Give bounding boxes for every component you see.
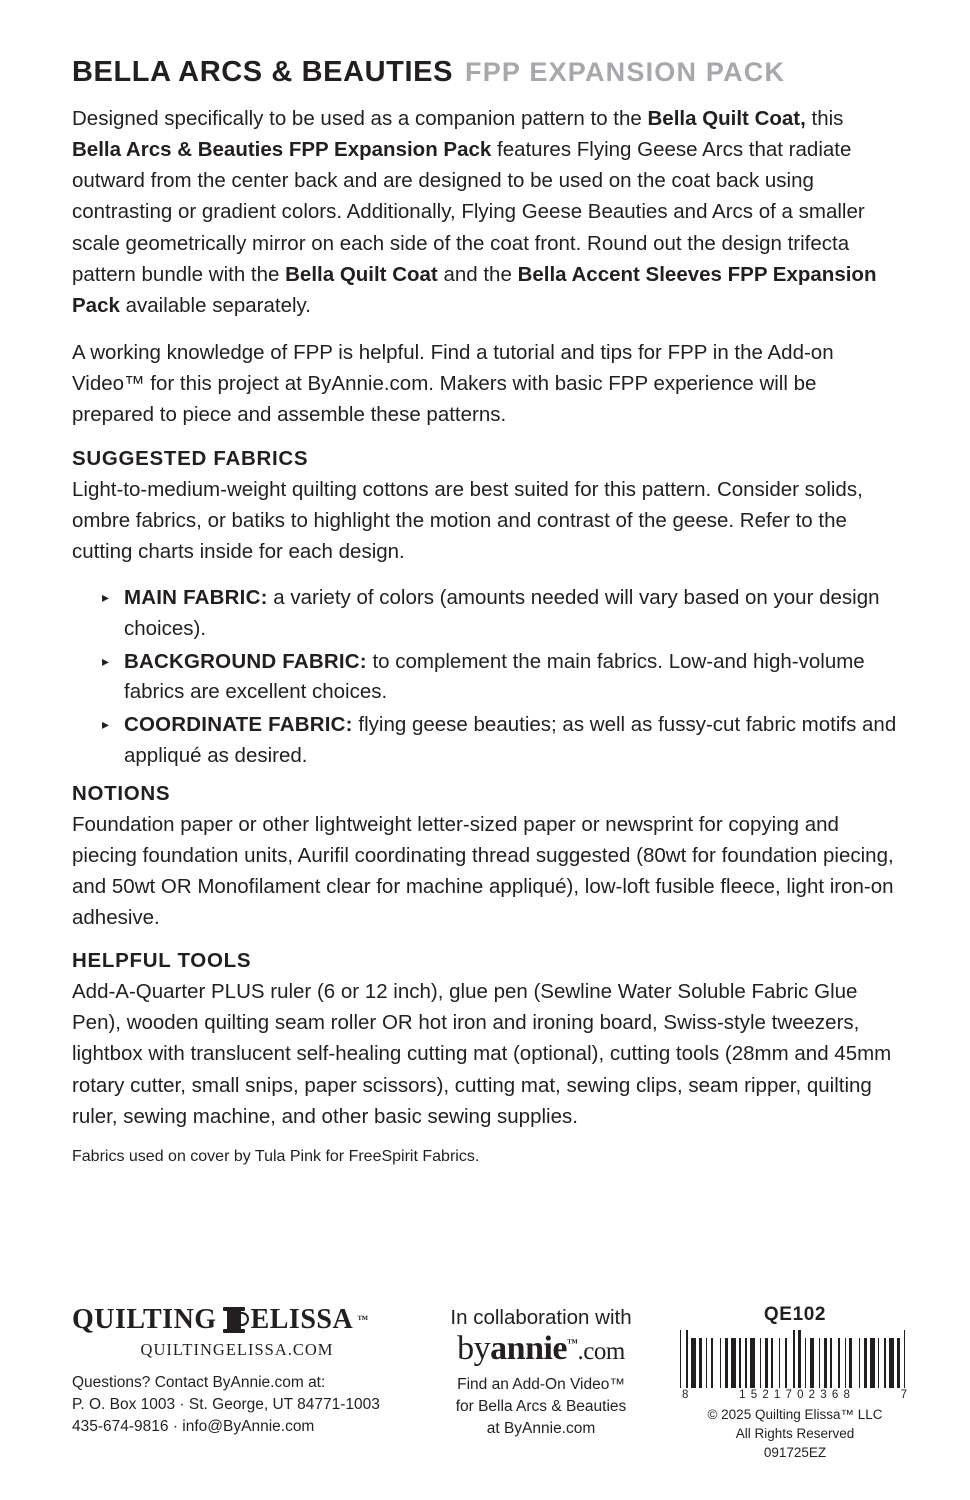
quilting-elissa-logo [72, 1304, 402, 1336]
intro-bold-3: Bella Quilt Coat [285, 262, 438, 286]
page-title-sub: FPP EXPANSION PACK [465, 57, 786, 87]
contact-line: P. O. Box 1003 · St. George, UT 84771-1003 [72, 1395, 380, 1413]
list-item [102, 583, 898, 645]
intro-text-3: features Flying Geese Arcs that radiate outward from the center back and are designed to be used on the coat back using contrasting or gradient colors. Additionally, Flying Geese Beauties and Arcs of a smaller scale geometrically mirror on each side of the coat front. Round out the design trifecta pattern bundle with the [72, 138, 865, 286]
copyright-block [680, 1405, 910, 1462]
fpp-knowledge-paragraph: A working knowledge of FPP is helpful. Find a tutorial and tips for FPP in the Add-on Video™ for this project at ByAnnie.com. Makers with basic FPP experience will be prepared to piece and assemble these patterns. [72, 341, 834, 427]
collaboration-line: for Bella Arcs & Beauties [455, 1398, 627, 1415]
barcode-main-digits: 1 5 2 1 7 0 2 3 6 8 [739, 1388, 851, 1401]
list-item-text: a variety of colors (amounts needed will vary based on your design choices). [124, 586, 880, 640]
intro-text-1: Designed specifically to be used as a companion pattern to the [72, 107, 648, 130]
collaboration-line: Find an Add-On Video™ [457, 1375, 625, 1393]
list-item-label: BACKGROUND FABRIC: [124, 649, 367, 673]
footer-collaboration-column [411, 1304, 671, 1441]
barcode-image [680, 1330, 910, 1388]
barcode-right-digit: 7 [900, 1388, 908, 1401]
helpful-tools-body: Add-A-Quarter PLUS ruler (6 or 12 inch), glue pen (Sewline Water Soluble Fabric Glue Pen), wooden quilting seam roller OR hot iron and ironing board, Swiss-style tweezers, lightbox with translucent self-healing cutting mat (optional), cutting tools (28mm and 45mm rotary cutter, small snips, paper scissors), cutting mat, sewing clips, seam ripper, quilting ruler, sewing machine, and other basic sewing supplies. [72, 980, 892, 1128]
section-heading-notions: NOTIONS [72, 781, 171, 805]
triangle-bullet-icon: ▸ [102, 716, 110, 733]
barcode-left-digit: 8 [682, 1388, 690, 1401]
section-heading-helpful-tools: HELPFUL TOOLS [72, 949, 252, 973]
footer [72, 1304, 910, 1462]
page-title-main: BELLA ARCS & BEAUTIES [72, 56, 454, 88]
byannie-trademark: ™ [567, 1337, 578, 1350]
notions-body: Foundation paper or other lightweight letter-sized paper or newsprint for copying and piecing foundation units, Aurifil coordinating thread suggested (80wt for foundation piecing, and 50wt OR Monofilament clear for machine appliqué), low-loft fusible fleece, light iron-on adhesive. [72, 812, 894, 929]
triangle-bullet-icon: ▸ [102, 589, 110, 606]
list-item-label: COORDINATE FABRIC: [124, 713, 353, 737]
collaboration-title: In collaboration with [450, 1305, 632, 1329]
fabric-credit: Fabrics used on cover by Tula Pink for FreeSpirit Fabrics. [72, 1147, 480, 1165]
triangle-bullet-icon: ▸ [102, 652, 110, 669]
collaboration-lines [411, 1374, 671, 1441]
logo-word-elissa: ELISSA [250, 1303, 354, 1335]
barcode-digits [680, 1388, 910, 1401]
page-title [72, 56, 898, 89]
intro-bold-1: Bella Quilt Coat, [647, 107, 806, 130]
contact-line: Questions? Contact ByAnnie.com at: [72, 1373, 326, 1391]
intro-text-2: this [805, 107, 844, 130]
list-item-text: to complement the main fabrics. Low-and high-volume fabrics are excellent choices. [124, 649, 865, 704]
intro-text-4: and the [437, 262, 518, 286]
intro-text-5: available separately. [119, 293, 311, 317]
list-item-label: MAIN FABRIC: [124, 586, 268, 610]
thread-spool-icon [221, 1305, 247, 1335]
copyright-line: © 2025 Quilting Elissa™ LLC [707, 1406, 883, 1422]
logo-trademark: ™ [357, 1313, 369, 1326]
list-item-text: flying geese beauties; as well as fussy-cut fabric motifs and appliqué as desired. [124, 713, 897, 767]
contact-block [72, 1372, 402, 1438]
sku-code: QE102 [763, 1303, 827, 1325]
byannie-logo [411, 1329, 671, 1367]
intro-bold-2: Bella Arcs & Beauties FPP Expansion Pack [72, 138, 492, 162]
byannie-annie: annie [490, 1329, 568, 1367]
brand-website: QUILTINGELISSA.COM [140, 1339, 334, 1359]
logo-word-quilting: QUILTING [72, 1303, 217, 1335]
list-item [102, 647, 898, 709]
intro-bold-4: Bella Accent Sleeves FPP Expansion Pack [72, 262, 877, 317]
section-heading-suggested-fabrics: SUGGESTED FABRICS [72, 446, 309, 470]
contact-line: 435-674-9816 · info@ByAnnie.com [72, 1417, 315, 1435]
copyright-line: 091725EZ [763, 1444, 827, 1460]
suggested-fabrics-list [72, 583, 898, 772]
suggested-fabrics-body: Light-to-medium-weight quilting cottons are best suited for this pattern. Consider solids, ombre fabrics, or batiks to highlight the motion and contrast of the geese. Refer to the cutting charts inside for each design. [72, 477, 863, 563]
footer-barcode-column [680, 1304, 910, 1462]
byannie-by: by [457, 1329, 491, 1367]
collaboration-line: at ByAnnie.com [486, 1420, 596, 1438]
copyright-line: All Rights Reserved [735, 1425, 855, 1441]
footer-brand-column [72, 1304, 402, 1438]
byannie-dotcom: .com [577, 1337, 625, 1365]
list-item [102, 710, 898, 772]
intro-paragraph [72, 103, 898, 321]
